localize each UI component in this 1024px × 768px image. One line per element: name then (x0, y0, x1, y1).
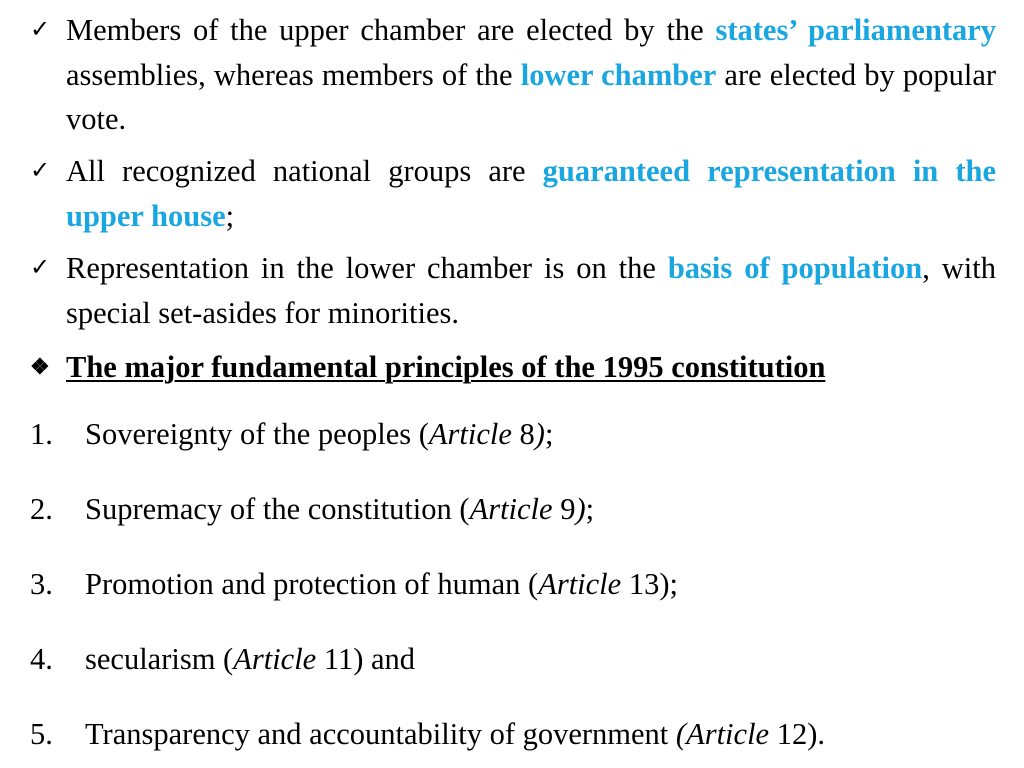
article-label: Article (469, 492, 553, 526)
bullet-text (66, 246, 996, 335)
bullet-text-segment: All recognized national groups are (66, 154, 543, 188)
article-label: (Article (675, 717, 770, 751)
checkmark-icon: ✓ (30, 255, 51, 281)
article-label: Article (233, 642, 317, 676)
principle-item (30, 564, 990, 604)
bullet-text (66, 149, 996, 238)
principle-text (85, 417, 553, 451)
principle-text-segment: ; (585, 492, 595, 526)
principle-text-segment: secularism ( (85, 642, 234, 676)
principle-text-segment: ) (807, 717, 818, 751)
principle-text-segment: ) (575, 492, 586, 526)
article-number: 13 (621, 567, 660, 601)
principle-text (85, 492, 594, 526)
heading-text: The major fundamental principles of the 1995 constitution (66, 350, 826, 384)
principle-text-segment: ; (669, 567, 678, 601)
principle-text-segment: Sovereignty of the peoples ( (85, 417, 429, 451)
highlighted-term: basis of population (667, 251, 923, 285)
principle-item (30, 414, 990, 454)
check-bullet-item (30, 149, 996, 238)
highlighted-term: states’ parliamentary (715, 13, 997, 47)
article-number: 9 (552, 492, 576, 526)
principle-text-segment: and (363, 642, 416, 676)
check-bullet-item (30, 246, 996, 335)
principle-item (30, 639, 990, 679)
article-label: Article (538, 567, 622, 601)
checkmark-icon: ✓ (30, 17, 51, 43)
principle-text-segment: ) (659, 567, 670, 601)
article-number: 12 (769, 717, 808, 751)
item-number: 1. (30, 417, 53, 451)
bullet-text-segment: Members of the upper chamber are elected by the (66, 13, 716, 47)
highlighted-term: lower chamber (520, 57, 717, 92)
checkmark-icon: ✓ (30, 158, 51, 184)
bullet-text-segment: Representation in the lower chamber is on the (66, 251, 668, 285)
check-bullet-item (30, 8, 996, 142)
bullet-text-segment: are elected by popular vote. (66, 57, 997, 136)
bullet-text-segment: assemblies, whereas members of the (66, 57, 521, 92)
highlighted-term: guaranteed representation in the upper house (66, 154, 996, 233)
article-number: 11 (316, 642, 354, 676)
article-number: 8 (511, 417, 535, 451)
principle-text-segment: ) (353, 642, 364, 676)
principle-text-segment: Supremacy of the constitution ( (85, 492, 470, 526)
principle-text-segment: ) (534, 417, 545, 451)
principle-text-segment: ; (544, 417, 554, 451)
principle-item (30, 489, 990, 529)
principle-text (85, 642, 415, 676)
item-number: 5. (30, 717, 53, 751)
bullet-text (66, 8, 996, 142)
diamond-bullet-icon: ❖ (30, 354, 50, 379)
item-number: 3. (30, 567, 53, 601)
principle-text-segment: Promotion and protection of human ( (85, 567, 539, 601)
principle-item (30, 714, 990, 754)
article-label: Article (428, 417, 512, 451)
item-number: 4. (30, 642, 53, 676)
bullet-text-segment: , with special set-asides for minorities. (66, 251, 997, 330)
section-heading (30, 347, 996, 387)
principle-text (85, 567, 678, 601)
bullet-text-segment: ; (225, 198, 235, 233)
item-number: 2. (30, 492, 53, 526)
principle-text-segment: . (817, 717, 825, 751)
principle-text (85, 717, 825, 751)
principle-text-segment: Transparency and accountability of government (85, 717, 676, 751)
